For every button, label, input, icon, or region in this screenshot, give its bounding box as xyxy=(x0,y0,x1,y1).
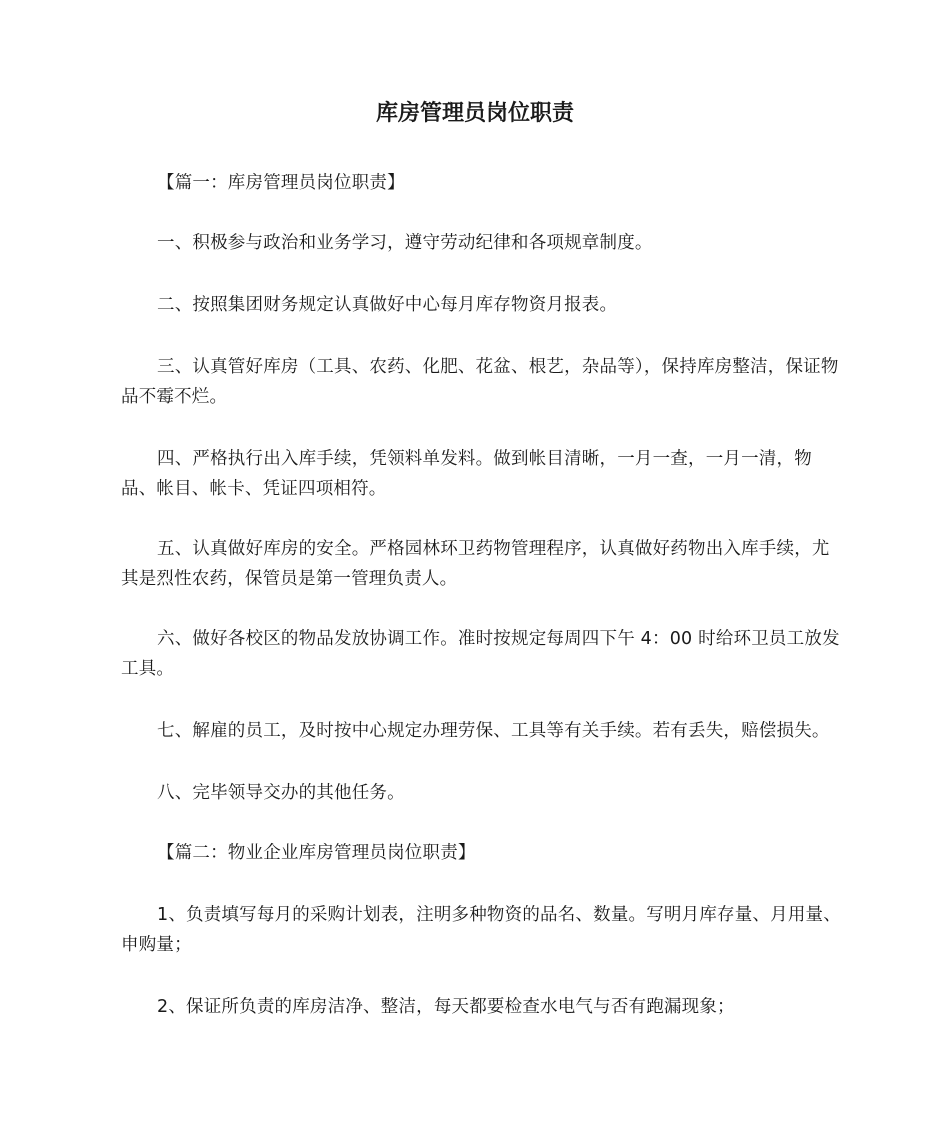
section-heading-2: 【篇二：物业企业库房管理员岗位职责】 xyxy=(157,843,476,863)
paragraph-1: 一、积极参与政治和业务学习，遵守劳动纪律和各项规章制度。 xyxy=(157,233,653,253)
paragraph-10: 2、保证所负责的库房洁净、整洁，每天都要检查水电气与否有跑漏现象； xyxy=(157,997,735,1017)
paragraph-6: 六、做好各校区的物品发放协调工作。准时按规定每周四下午 4：00 时给环卫员工放发工具。 xyxy=(121,629,840,679)
paragraph-5: 五、认真做好库房的安全。严格园林环卫药物管理程序，认真做好药物出入库手续，尤其是烈性农药，保管员是第一管理负责人。 xyxy=(121,539,830,589)
paragraph-7: 七、解雇的员工，及时按中心规定办理劳保、工具等有关手续。若有丢失，赔偿损失。 xyxy=(157,721,830,741)
page-title: 库房管理员岗位职责 xyxy=(375,101,574,126)
paragraph-2: 二、按照集团财务规定认真做好中心每月库存物资月报表。 xyxy=(157,295,618,315)
paragraph-9: 1、负责填写每月的采购计划表，注明多种物资的品名、数量。写明月库存量、月用量、申购量； xyxy=(121,905,841,955)
paragraph-4: 四、严格执行出入库手续，凭领料单发料。做到帐目清晰，一月一查，一月一清，物品、帐目、帐卡、凭证四项相符。 xyxy=(121,449,812,499)
section-heading-1: 【篇一：库房管理员岗位职责】 xyxy=(157,173,405,193)
paragraph-8: 八、完毕领导交办的其他任务。 xyxy=(157,783,405,803)
paragraph-3: 三、认真管好库房（工具、农药、化肥、花盆、根艺，杂品等），保持库房整洁，保证物品不霉不烂。 xyxy=(121,357,839,407)
